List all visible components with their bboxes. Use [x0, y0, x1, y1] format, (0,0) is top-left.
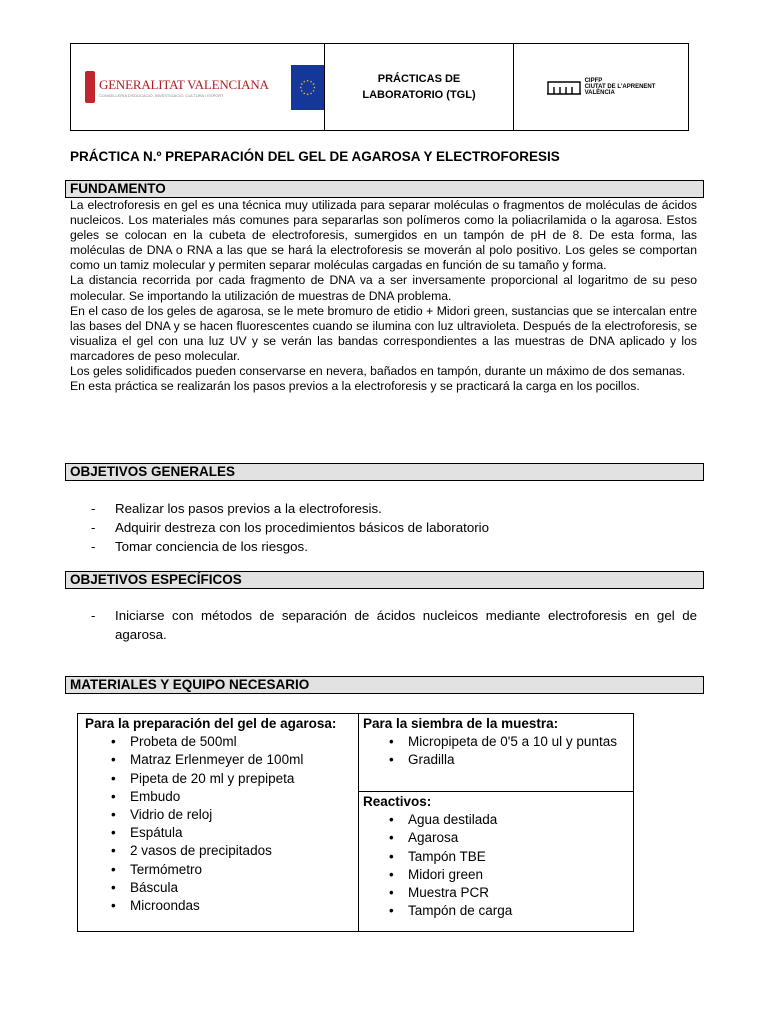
- header-title: PRÁCTICAS DE LABORATORIO (TGL): [362, 73, 476, 101]
- list-item: • Microondas: [85, 897, 355, 915]
- gva-logo-text: GENERALITAT VALENCIANA: [99, 76, 269, 92]
- cipfp-building-icon: [547, 79, 581, 95]
- eu-star-icon: [310, 80, 312, 82]
- section-heading-fundamento: FUNDAMENTO: [65, 180, 704, 198]
- section-heading-materiales: MATERIALES Y EQUIPO NECESARIO: [65, 676, 704, 694]
- header-title-cell: [325, 44, 514, 130]
- paragraph: La electroforesis en gel es una técnica muy utilizada para separar moléculas o fragmentos de moléculas de ácidos nucleicos. Los materiales más comunes para separarlas son polímeros como la poliacrilamida o la agarosa. Estos geles se colocan en la cubeta de electroforesis, sumergidos en un tampón de pH de 8. De esta forma, las moléculas de DNA o RNA a las que se hará la electroforesis se moverán al polo positivo. Los geles se comportan como un tamiz molecular y permiten separar moléculas cargadas en función de su tamaño y forma.: [70, 198, 697, 273]
- fundamento-body: [70, 198, 697, 394]
- section-heading-objetivos-generales: OBJETIVOS GENERALES: [65, 463, 704, 481]
- list-item: • Pipeta de 20 ml y prepipeta: [85, 770, 355, 788]
- reactivos-header: Reactivos:: [363, 794, 432, 809]
- cipfp-logo: [547, 78, 656, 96]
- list-item: • Matraz Erlenmeyer de 100ml: [85, 751, 355, 769]
- list-item: • Tampón de carga: [363, 902, 623, 920]
- list-item: - Tomar conciencia de los riesgos.: [91, 537, 697, 556]
- eu-star-icon: [310, 92, 312, 94]
- list-item: • Vidrio de reloj: [85, 806, 355, 824]
- gel-materials-list: [85, 733, 355, 915]
- siembra-header: Para la siembra de la muestra:: [363, 716, 559, 731]
- gva-subtitle: CONSELLERIA D'EDUCACIÓ, INVESTIGACIÓ, CULTURA I ESPORT: [99, 92, 224, 98]
- cipfp-cell: [514, 44, 688, 130]
- generalitat-valenciana-logo: [85, 71, 269, 103]
- eu-star-icon: [306, 93, 308, 95]
- list-item: - Adquirir destreza con los procedimientos básicos de laboratorio: [91, 518, 697, 537]
- table-divider: [358, 714, 359, 931]
- list-item: • Muestra PCR: [363, 884, 623, 902]
- list-item: • Midori green: [363, 866, 623, 884]
- eu-star-icon: [312, 82, 314, 84]
- paragraph: La distancia recorrida por cada fragmento de DNA va a ser inversamente proporcional al logaritmo de su peso molecular. Se importando la utilización de muestras de DNA problema.: [70, 273, 697, 303]
- practice-title: PRÁCTICA N.º PREPARACIÓN DEL GEL DE AGAROSA Y ELECTROFORESIS: [70, 149, 560, 164]
- list-item: • Gradilla: [363, 751, 623, 769]
- eu-star-icon: [312, 89, 314, 91]
- siembra-cell: [363, 715, 623, 770]
- logos-cell: [71, 44, 325, 130]
- list-item: • Espátula: [85, 824, 355, 842]
- objetivos-especificos-list: [91, 606, 697, 644]
- gel-preparation-cell: [85, 715, 355, 915]
- paragraph: En el caso de los geles de agarosa, se le mete bromuro de etidio + Midori green, sustancias que se intercalan entre las bases del DNA y se hacen fluorescentes cuando se ilumina con luz ultravioleta. Después de la electroforesis, se visualiza el gel con una luz UV y se verán las bandas correspondientes a las muestras de DNA aplicado y los marcadores de peso molecular.: [70, 303, 697, 363]
- paragraph: Los geles solidificados pueden conservarse en nevera, bañados en tampón, durante un máximo de dos semanas.: [70, 364, 686, 379]
- eu-flag-icon: [291, 65, 324, 110]
- list-item: - Realizar los pasos previos a la electroforesis.: [91, 499, 697, 518]
- eu-star-icon: [300, 82, 302, 84]
- cipfp-logo-text: CIPFP CIUTAT DE L'APRENENT VALÈNCIA: [584, 78, 656, 96]
- list-item: • Tampón TBE: [363, 848, 623, 866]
- list-item: • Agarosa: [363, 829, 623, 847]
- objetivos-generales-list: [91, 499, 697, 556]
- list-item: • Báscula: [85, 879, 355, 897]
- document-header: [70, 43, 689, 131]
- reactivos-cell: [363, 793, 623, 920]
- gva-emblem-icon: [85, 71, 95, 103]
- reactivos-list: [363, 811, 623, 920]
- eu-star-icon: [303, 92, 305, 94]
- list-item: • Termómetro: [85, 861, 355, 879]
- eu-star-icon: [299, 86, 301, 88]
- list-item: • Micropipeta de 0'5 a 10 ul y puntas: [363, 733, 623, 751]
- list-item: • Embudo: [85, 788, 355, 806]
- eu-star-icon: [306, 79, 308, 81]
- eu-star-icon: [300, 89, 302, 91]
- list-item: • Probeta de 500ml: [85, 733, 355, 751]
- table-divider: [359, 791, 633, 792]
- list-item: - Iniciarse con métodos de separación de ácidos nucleicos mediante electroforesis en gel de agarosa.: [91, 606, 697, 644]
- list-item: • 2 vasos de precipitados: [85, 842, 355, 860]
- paragraph: En esta práctica se realizarán los pasos previos a la electroforesis y se practicará la carga en los pocillos.: [70, 379, 640, 394]
- list-item: • Agua destilada: [363, 811, 623, 829]
- siembra-list: [363, 733, 623, 769]
- materials-table: [77, 713, 634, 932]
- section-heading-objetivos-especificos: OBJETIVOS ESPECÍFICOS: [65, 571, 704, 589]
- eu-star-icon: [303, 80, 305, 82]
- gel-preparation-header: Para la preparación del gel de agarosa:: [85, 716, 337, 731]
- eu-star-icon: [313, 86, 315, 88]
